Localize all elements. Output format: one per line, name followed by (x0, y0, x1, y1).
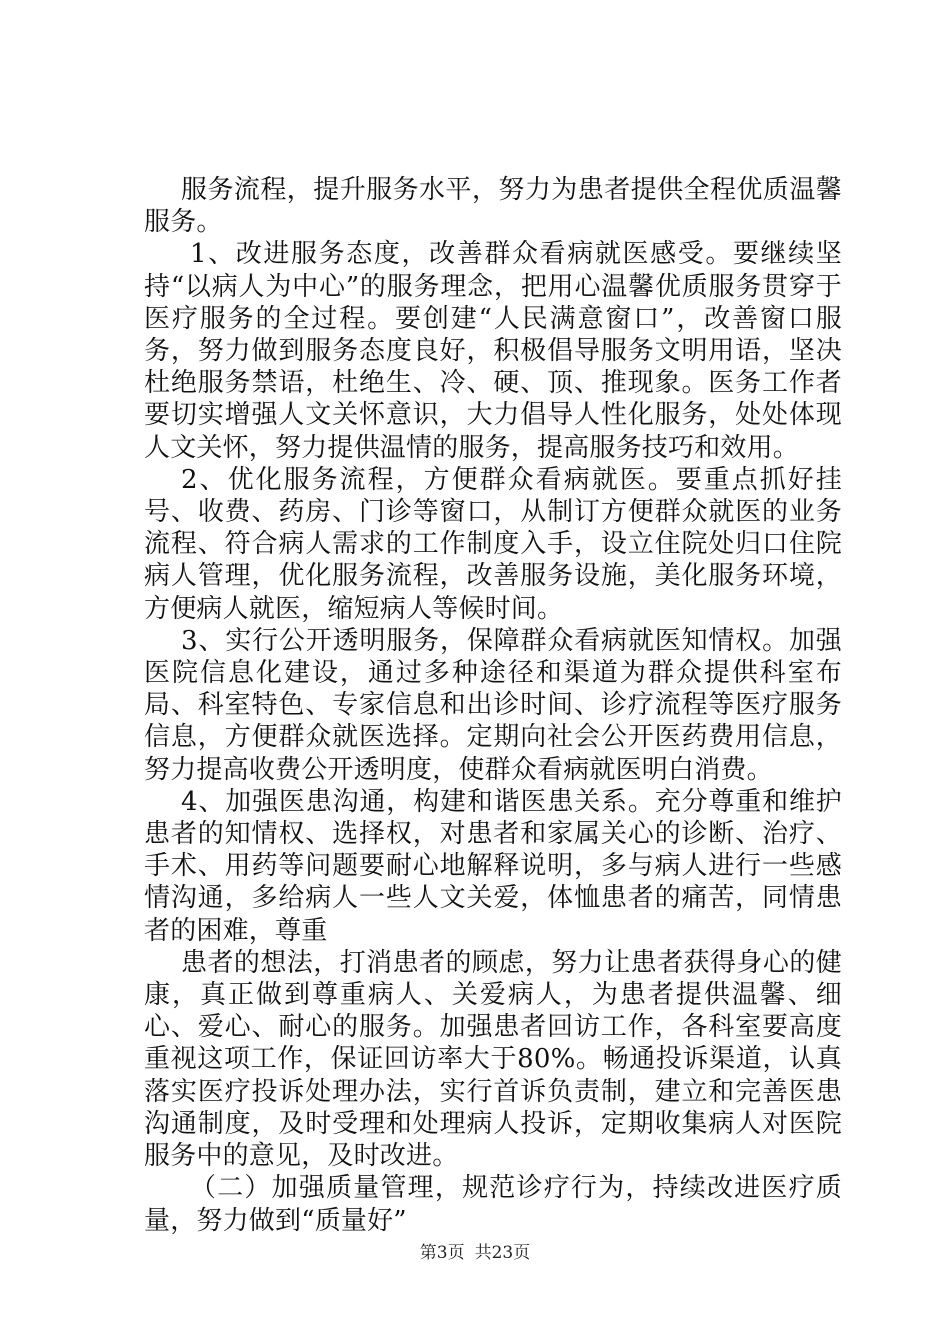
page-total: 共23页 (474, 1243, 531, 1263)
document-body (144, 174, 842, 1237)
paragraph-section-2-quality: （二）加强质量管理，规范诊疗行为，持续改进医疗质量，努力做到“质量好” (144, 1173, 842, 1236)
page-footer (0, 1243, 950, 1263)
paragraph-item-3-transparency: 3、实行公开透明服务，保障群众看病就医知情权。加强医院信息化建设，通过多种途径和渠道为群众提供科室布局、科室特色、专家信息和出诊时间、诊疗流程等医疗服务信息，方便群众就医选择。定期向社会公开医药费用信息，努力提高收费公开透明度，使群众看病就医明白消费。 (144, 625, 842, 785)
paragraph-item-4-communication: 4、加强医患沟通，构建和谐医患关系。充分尊重和维护患者的知情权、选择权，对患者和家属关心的诊断、治疗、手术、用药等问题要耐心地解释说明，多与病人进行一些感情沟通，多给病人一些人文关爱，体恤患者的痛苦，同情患者的困难，尊重 (144, 786, 842, 946)
paragraph-service-flow-intro: 服务流程，提升服务水平，努力为患者提供全程优质温馨服务。 (144, 175, 842, 238)
paragraph-patient-care: 患者的想法，打消患者的顾虑，努力让患者获得身心的健康，真正做到尊重病人、关爱病人，为患者提供温馨、细心、爱心、耐心的服务。加强患者回访工作，各科室要高度重视这项工作，保证回访率大于80%。畅通投诉渠道，认真落实医疗投诉处理办法，实行首诉负责制，建立和完善医患沟通制度，及时受理和处理病人投诉，定期收集病人对医院服务中的意见，及时改进。 (144, 947, 842, 1172)
paragraph-item-2-optimize-flow: 2、优化服务流程，方便群众看病就医。要重点抓好挂号、收费、药房、门诊等窗口，从制订方便群众就医的业务流程、符合病人需求的工作制度入手，设立住院处归口住院病人管理，优化服务流程，改善服务设施，美化服务环境，方便病人就医，缩短病人等候时间。 (144, 464, 842, 624)
page-number: 第3页 (419, 1243, 465, 1263)
paragraph-item-1-service-attitude: 1、改进服务态度，改善群众看病就医感受。要继续坚持“以病人为中心”的服务理念，把用心温馨优质服务贯穿于医疗服务的全过程。要创建“人民满意窗口”，改善窗口服务，努力做到服务态度良好，积极倡导服务文明用语，坚决杜绝服务禁语，杜绝生、冷、硬、顶、推现象。医务工作者要切实增强人文关怀意识，大力倡导人性化服务，处处体现人文关怀，努力提供温情的服务，提高服务技巧和效用。 (144, 239, 842, 463)
